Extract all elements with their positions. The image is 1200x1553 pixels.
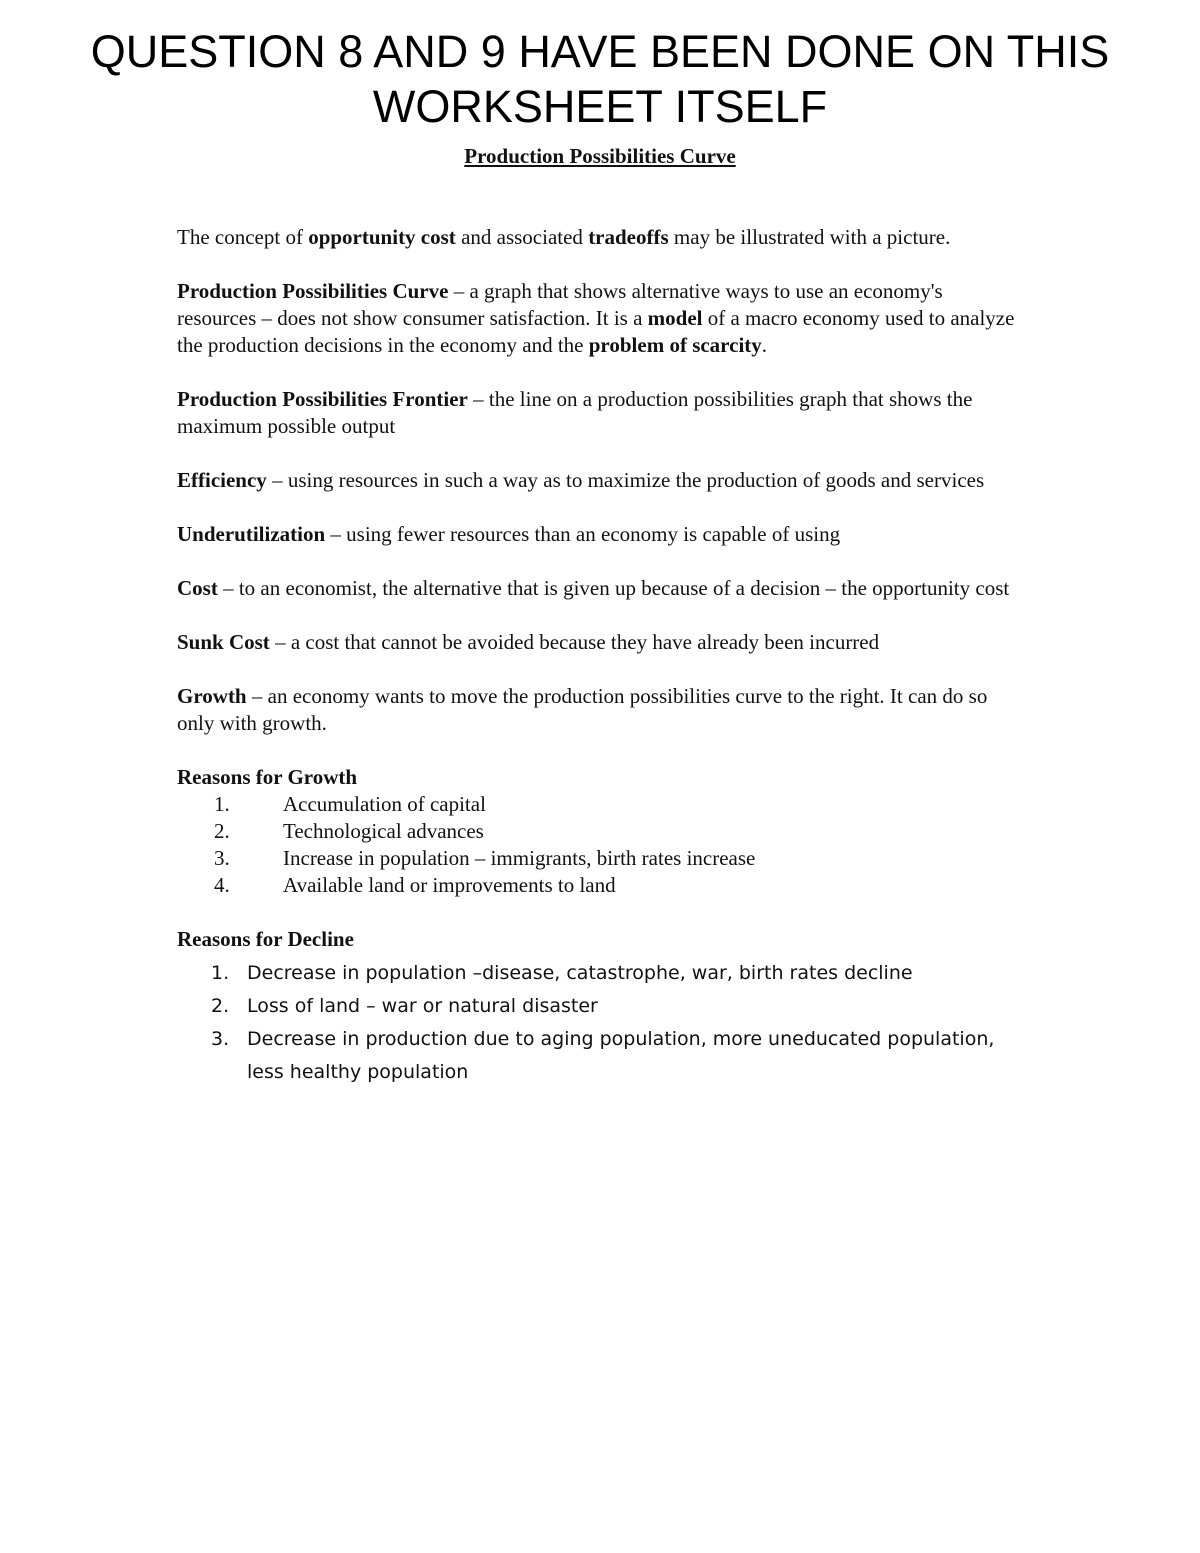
list-number: 2. bbox=[211, 995, 230, 1017]
definition-sunk-cost bbox=[177, 629, 1017, 656]
worksheet-body bbox=[177, 224, 1017, 1089]
definition-efficiency bbox=[177, 467, 1017, 494]
list-number: 3. bbox=[211, 1028, 230, 1050]
definition-text: – using resources in such a way as to maximize the production of goods and services bbox=[266, 468, 985, 492]
definition-term: Efficiency bbox=[177, 468, 267, 492]
list-number: 2. bbox=[214, 819, 230, 843]
definition-term: Growth bbox=[177, 684, 247, 708]
definition-underutilization bbox=[177, 521, 1017, 548]
definition-term: Cost bbox=[177, 576, 218, 600]
list-number: 1. bbox=[211, 962, 230, 984]
list-item bbox=[177, 957, 1017, 990]
definition-growth bbox=[177, 683, 1017, 737]
list-text: Loss of land – war or natural disaster bbox=[247, 995, 598, 1017]
definition-frontier bbox=[177, 386, 1017, 440]
intro-term: opportunity cost bbox=[308, 225, 456, 249]
list-item bbox=[177, 1023, 1017, 1089]
definition-keyword: model bbox=[647, 306, 703, 330]
list-item bbox=[177, 791, 1017, 818]
intro-term: tradeoffs bbox=[588, 225, 669, 249]
banner-note: QUESTION 8 AND 9 HAVE BEEN DONE ON THIS WORKSHEET ITSELF bbox=[90, 26, 1110, 132]
list-number: 1. bbox=[214, 792, 230, 816]
definition-ppc bbox=[177, 278, 1017, 359]
definition-cost bbox=[177, 575, 1017, 602]
intro-text: The concept of bbox=[177, 225, 309, 249]
list-number: 4. bbox=[214, 873, 230, 897]
decline-list bbox=[177, 957, 1017, 1089]
definition-text: – using fewer resources than an economy is capable of using bbox=[325, 522, 841, 546]
list-text: Increase in population – immigrants, birth rates increase bbox=[283, 846, 756, 870]
definition-text: – a graph that shows alternative ways to use an economy's resources – does not show consumer satisfaction. It is a bbox=[177, 279, 943, 330]
list-item bbox=[177, 845, 1017, 872]
definition-text: of a macro economy used to analyze the production decisions in the economy and the bbox=[177, 306, 1015, 357]
definition-text: – a cost that cannot be avoided because they have already been incurred bbox=[269, 630, 880, 654]
definition-term: Sunk Cost bbox=[177, 630, 270, 654]
list-item bbox=[177, 990, 1017, 1023]
list-text: Technological advances bbox=[283, 819, 484, 843]
list-text: Accumulation of capital bbox=[283, 792, 486, 816]
definition-term: Production Possibilities Frontier bbox=[177, 387, 468, 411]
list-number: 3. bbox=[214, 846, 230, 870]
list-item bbox=[177, 818, 1017, 845]
growth-list bbox=[177, 791, 1017, 899]
intro-text: may be illustrated with a picture. bbox=[668, 225, 951, 249]
decline-heading: Reasons for Decline bbox=[177, 927, 354, 951]
intro-text: and associated bbox=[455, 225, 589, 249]
definition-text: – to an economist, the alternative that is given up because of a decision – the opportunity cost bbox=[217, 576, 1010, 600]
list-text: Available land or improvements to land bbox=[283, 873, 616, 897]
list-item bbox=[177, 872, 1017, 899]
list-text: Decrease in production due to aging population, more uneducated population, less healthy population bbox=[247, 1028, 995, 1083]
intro-paragraph bbox=[177, 224, 1017, 251]
growth-heading: Reasons for Growth bbox=[177, 765, 358, 789]
definition-text: – an economy wants to move the production possibilities curve to the right. It can do so only with growth. bbox=[177, 684, 988, 735]
page-title: Production Possibilities Curve bbox=[464, 144, 736, 168]
list-text: Decrease in population –disease, catastrophe, war, birth rates decline bbox=[247, 962, 913, 984]
definition-text: . bbox=[761, 333, 768, 357]
definition-text: – the line on a production possibilities graph that shows the maximum possible output bbox=[177, 387, 973, 438]
definition-term: Production Possibilities Curve bbox=[177, 279, 449, 303]
definition-term: Underutilization bbox=[177, 522, 326, 546]
definition-keyword: problem of scarcity bbox=[588, 333, 762, 357]
